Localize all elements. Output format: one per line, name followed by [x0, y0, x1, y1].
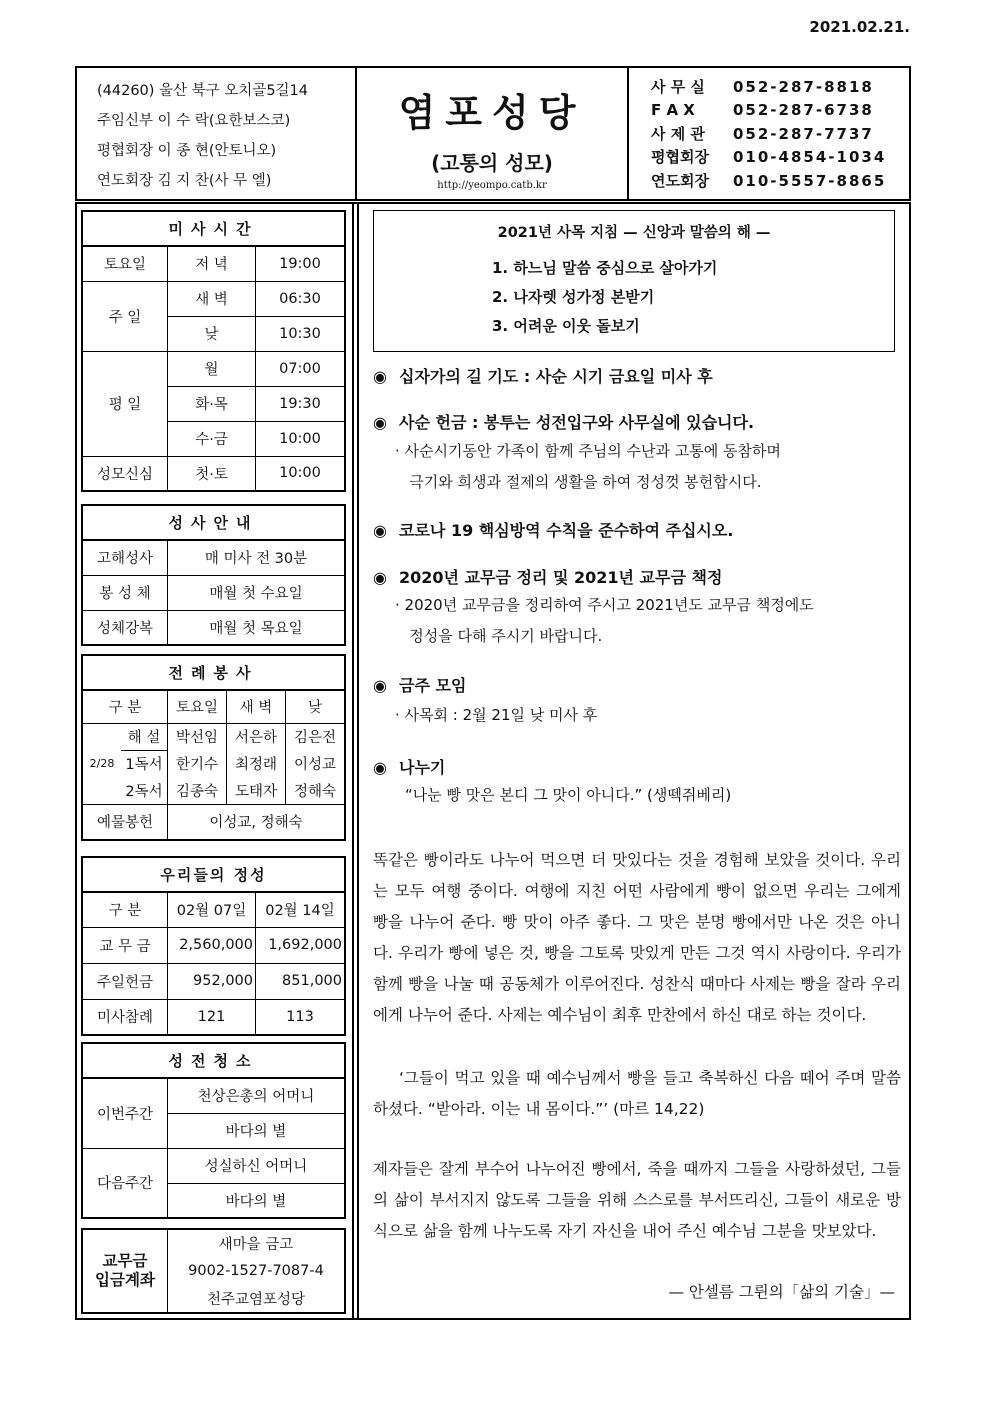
policy-item: 1. 하느님 말씀 중심으로 살아가기: [492, 259, 718, 277]
server-name: 도태자: [227, 777, 286, 804]
server-name: 김은전: [286, 723, 346, 750]
server-name: 김종숙: [168, 777, 227, 804]
col-header: 구 분: [82, 892, 168, 927]
notice-title: ◉ 사순 헌금 : 봉투는 성전입구와 사무실에 있습니다.: [373, 413, 755, 432]
offerings-table: [81, 856, 346, 1036]
phone-label: 평협회장: [651, 148, 709, 167]
issue-date: 2021.02.21.: [809, 18, 910, 36]
council-president: 평협회장 이 종 현(안토니오): [97, 143, 277, 159]
phone-label: 사 제 관: [651, 124, 705, 143]
phone-label: F A X: [651, 101, 695, 120]
mass-time: 10:30: [256, 316, 346, 351]
offerings-title: 우리들의 정성: [82, 857, 345, 892]
mass-time: 19:30: [256, 386, 346, 421]
col-header: 토요일: [168, 690, 227, 723]
sacrament-label: 봉 성 체: [82, 575, 168, 610]
mass-time: 06:30: [256, 281, 346, 316]
col-header: 낮: [286, 690, 346, 723]
account-number: 9002-1527-7087-4: [168, 1257, 346, 1285]
account-bank: 새마을 금고: [168, 1229, 346, 1257]
phone-row: [651, 99, 909, 122]
cleaning-group: 바다의 별: [168, 1183, 346, 1218]
notice-title: ◉ 2020년 교무금 정리 및 2021년 교무금 책정: [373, 568, 723, 587]
day-label: 주 일: [82, 281, 168, 351]
sidebar: [77, 204, 354, 1318]
offering-amount: 952,000: [168, 963, 256, 999]
church-title-block: [357, 68, 629, 199]
offering-amount: 1,692,000: [256, 927, 346, 963]
day-label: 토요일: [82, 246, 168, 281]
cleaning-group: 천상은총의 어머니: [168, 1078, 346, 1113]
sacraments-table: [81, 504, 346, 646]
server-name: 박선임: [168, 723, 227, 750]
notice-text: 정성을 다해 주시기 바랍니다.: [395, 627, 603, 645]
bullet-icon: ◉: [373, 568, 387, 587]
offering-amount: 851,000: [256, 963, 346, 999]
header: [75, 66, 911, 201]
offering-row-label: 교 무 금: [82, 927, 168, 963]
mass-times-title: 미사시간: [82, 211, 345, 246]
phone-row: [651, 146, 909, 169]
essay-paragraph: 똑같은 빵이라도 나누어 먹으면 더 맛있다는 것을 경험해 보았을 것이다. 우리는 모두 여행 중이다. 여행에 지친 어떤 사람에게 빵이 없으면 우리는 그에게 빵을 나누어 준다. 빵 맛이 아주 좋다. 그 맛은 분명 빵에서만 나온 것은 아니다. 우리가 빵에 넣은 것, 빵을 그토록 맛있게 만든 그것 역시 사랑이다. 우리가 함께 빵을 나눌 때 공동체가 이루어진다. 성찬식 때마다 사제는 빵을 잘라 우리에게 나누어 준다. 사제는 예수님이 최후 만찬에서 하신 대로 하는 것이다.: [373, 851, 901, 1024]
day-label: 성모신심: [82, 456, 168, 491]
sacrament-value: 매월 첫 목요일: [168, 610, 346, 645]
church-subtitle: (고통의 성모): [431, 151, 553, 175]
offering-row-label: 미사참례: [82, 999, 168, 1035]
church-name: 염포성당: [398, 91, 586, 135]
notice-text: “나눈 빵 맛은 본디 그 맛이 아니다.” (생떽쥐베리): [405, 786, 732, 804]
liturgy-title: 전례봉사: [82, 655, 345, 690]
essay-quote: ‘그들이 먹고 있을 때 예수님께서 빵을 들고 축복하신 다음 떼어 주며 말씀하셨다. “받아라. 이는 내 몸이다.”’ (마르 14,22): [373, 1069, 901, 1118]
bullet-icon: ◉: [373, 758, 387, 777]
parish-info: [77, 68, 357, 199]
col-header: 새 벽: [227, 690, 286, 723]
phone-number: 010-4854-1034: [733, 148, 887, 167]
role-label: 1독서: [121, 750, 168, 777]
slot-label: 화·목: [168, 386, 256, 421]
sacrament-value: 매월 첫 수요일: [168, 575, 346, 610]
mass-time: 10:00: [256, 421, 346, 456]
attendance-count: 113: [256, 999, 346, 1035]
policy-title: 2021년 사목 지침 — 신앙과 말씀의 해 —: [497, 225, 771, 241]
mass-time: 19:00: [256, 246, 346, 281]
slot-label: 새 벽: [168, 281, 256, 316]
phone-number: 010-5557-8865: [733, 171, 887, 190]
account-table: [81, 1228, 346, 1314]
offering-row-label: 주일헌금: [82, 963, 168, 999]
slot-label: 저 녁: [168, 246, 256, 281]
essay-source: — 안셀름 그륀의「삶의 기술」—: [668, 1283, 895, 1301]
offering-amount: 2,560,000: [168, 927, 256, 963]
sacrament-value: 매 미사 전 30분: [168, 540, 346, 575]
notice-text: · 사순시기동안 가족이 함께 주님의 수난과 고통에 동참하며: [395, 442, 781, 460]
liturgy-table: [81, 654, 346, 841]
sacrament-label: 성체강복: [82, 610, 168, 645]
col-header: 구 분: [82, 690, 168, 723]
server-name: 최정래: [227, 750, 286, 777]
server-name: 서은하: [227, 723, 286, 750]
phone-label: 사 무 실: [651, 78, 705, 96]
phone-row: [651, 123, 909, 146]
bullet-icon: ◉: [373, 676, 387, 695]
address: (44260) 울산 북구 오치골5길14: [97, 83, 308, 99]
account-holder: 천주교염포성당: [168, 1285, 346, 1313]
notice-title: ◉ 나누기: [373, 758, 446, 777]
account-label: 교무금 입금계좌: [82, 1229, 168, 1313]
sacrament-label: 고해성사: [82, 540, 168, 575]
main-frame: [75, 202, 911, 1320]
phone-row: [651, 76, 909, 99]
church-url[interactable]: http://yeompo.catb.kr: [437, 180, 547, 191]
attendance-count: 121: [168, 999, 256, 1035]
week-label: 이번주간: [82, 1078, 168, 1148]
pastor: 주임신부 이 수 락(요한보스코): [97, 113, 291, 129]
offering-label: 예물봉헌: [82, 804, 168, 840]
phone-label: 연도회장: [651, 171, 709, 190]
cleaning-title: 성전청소: [82, 1043, 345, 1078]
col-header: 02월 07일: [168, 892, 256, 927]
week-label: 다음주간: [82, 1148, 168, 1218]
notice-text: · 2020년 교무금을 정리하여 주시고 2021년도 교무금 책정에도: [395, 596, 814, 614]
role-label: 해 설: [121, 723, 168, 750]
bullet-icon: ◉: [373, 367, 387, 386]
server-name: 한기수: [168, 750, 227, 777]
phone-list: [629, 68, 909, 199]
offering-value: 이성교, 정해숙: [168, 804, 346, 840]
cleaning-group: 바다의 별: [168, 1113, 346, 1148]
pastoral-policy-box: [373, 210, 895, 352]
notice-title: ◉ 십자가의 길 기도 : 사순 시기 금요일 미사 후: [373, 367, 713, 386]
mass-time: 10:00: [256, 456, 346, 491]
prayer-president: 연도회장 김 지 찬(사 무 엘): [97, 173, 272, 189]
bullet-icon: ◉: [373, 521, 387, 540]
bullet-icon: ◉: [373, 413, 387, 432]
phone-number: 052-287-6738: [733, 101, 874, 120]
service-date: 2/28: [82, 723, 121, 804]
col-header: 02월 14일: [256, 892, 346, 927]
phone-number: 052-287-7737: [733, 124, 874, 143]
notice-text: · 사목회 : 2월 21일 낮 미사 후: [395, 706, 598, 724]
policy-item: 2. 나자렛 성가정 본받기: [492, 288, 655, 306]
content-area: [357, 204, 909, 1318]
mass-times-table: [81, 210, 346, 492]
cleaning-group: 성실하신 어머니: [168, 1148, 346, 1183]
slot-label: 월: [168, 351, 256, 386]
policy-item: 3. 어려운 이웃 돌보기: [492, 317, 640, 335]
role-label: 2독서: [121, 777, 168, 804]
notice-title: ◉ 코로나 19 핵심방역 수칙을 준수하여 주십시오.: [373, 521, 734, 540]
phone-row: [651, 170, 909, 193]
slot-label: 수·금: [168, 421, 256, 456]
essay-paragraph: 제자들은 잘게 부수어 나누어진 빵에서, 죽을 때까지 그들을 사랑하셨던, 그들의 삶이 부서지지 않도록 그들을 위해 스스로를 부서뜨리신, 그들이 새로운 방식으로 삶을 함께 나누도록 자기 자신을 내어 주신 예수님 그분을 맛보았다.: [373, 1160, 901, 1240]
phone-number: 052-287-8818: [733, 78, 874, 96]
server-name: 정해숙: [286, 777, 346, 804]
slot-label: 낮: [168, 316, 256, 351]
cleaning-table: [81, 1042, 346, 1219]
day-label: 평 일: [82, 351, 168, 456]
sacraments-title: 성사안내: [82, 505, 345, 540]
server-name: 이성교: [286, 750, 346, 777]
mass-time: 07:00: [256, 351, 346, 386]
slot-label: 첫·토: [168, 456, 256, 491]
notice-title: ◉ 금주 모임: [373, 676, 467, 695]
notice-text: 극기와 희생과 절제의 생활을 하여 정성껏 봉헌합시다.: [395, 473, 762, 491]
